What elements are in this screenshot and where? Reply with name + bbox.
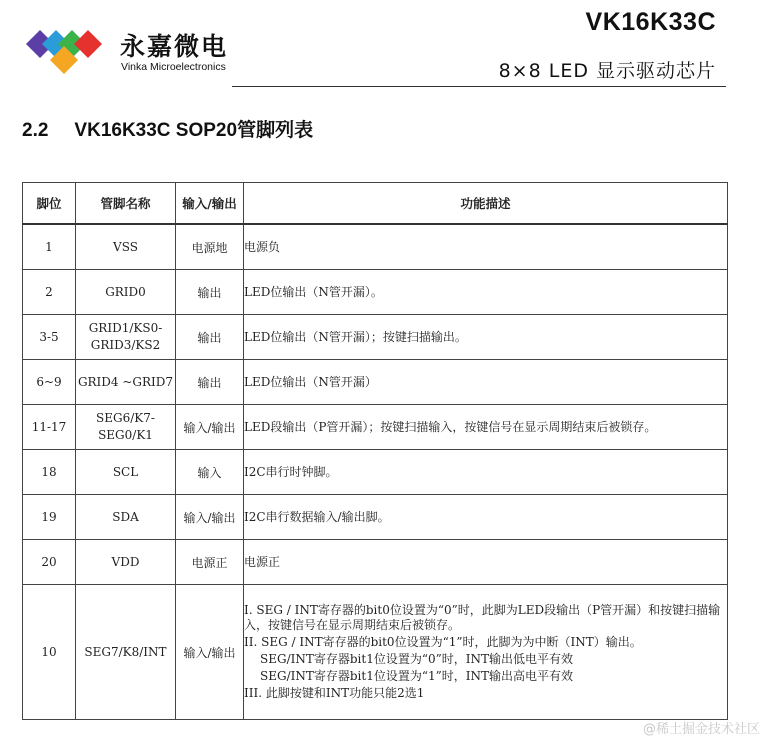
- pin-description: I2C串行数据输入/输出脚。: [244, 495, 728, 540]
- section-title: VK16K33C SOP20管脚列表: [74, 120, 314, 141]
- pin-number: 6~9: [23, 360, 76, 405]
- pin-number: 11-17: [23, 405, 76, 450]
- section-heading: [22, 115, 313, 142]
- brand-name-cn: 永嘉微电: [120, 32, 229, 61]
- pin-name: SEG6/K7-SEG0/K1: [76, 405, 176, 450]
- table-row: [23, 270, 728, 315]
- pin-number: 20: [23, 540, 76, 585]
- description-line: I. SEG / INT寄存器的bit0位设置为“0”时，此脚为LED段输出（P管开漏）和按键扫描输入，按键信号在显示周期结束后被锁存。: [244, 603, 721, 632]
- header-pin: 脚位: [23, 183, 76, 225]
- pin-number: 19: [23, 495, 76, 540]
- description-line: SEG/INT寄存器bit1位设置为“1”时，INT输出高电平有效: [260, 669, 573, 683]
- header-description: 功能描述: [244, 183, 728, 225]
- company-logo-icon: [24, 24, 116, 74]
- pin-description: LED位输出（N管开漏）: [244, 360, 728, 405]
- pin-io: 输入/输出: [176, 405, 244, 450]
- pin-io: 输出: [176, 270, 244, 315]
- pin-number: 2: [23, 270, 76, 315]
- pin-description: [244, 585, 728, 720]
- pin-table: [22, 182, 728, 720]
- pin-description: LED位输出（N管开漏）；按键扫描输出。: [244, 315, 728, 360]
- header-io: 输入/输出: [176, 183, 244, 225]
- pin-io: 输入/输出: [176, 585, 244, 720]
- description-line: III. 此脚按键和INT功能只能2选1: [244, 686, 425, 700]
- pin-io: 电源地: [176, 224, 244, 270]
- description-line: SEG/INT寄存器bit1位设置为“0”时，INT输出低电平有效: [260, 652, 573, 666]
- description-line: II. SEG / INT寄存器的bit0位设置为“1”时，此脚为为中断（INT）输出。: [244, 635, 642, 649]
- pin-number: 10: [23, 585, 76, 720]
- table-row: [23, 360, 728, 405]
- table-row: [23, 585, 728, 720]
- brand-name-en: Vinka Microelectronics: [121, 61, 226, 73]
- table-row: [23, 405, 728, 450]
- pin-io: 电源正: [176, 540, 244, 585]
- pin-name: SEG7/K8/INT: [76, 585, 176, 720]
- pin-number: 3-5: [23, 315, 76, 360]
- table-row: [23, 495, 728, 540]
- pin-name: GRID1/KS0-GRID3/KS2: [76, 315, 176, 360]
- pin-description: LED位输出（N管开漏）。: [244, 270, 728, 315]
- pin-description: LED段输出（P管开漏）；按键扫描输入，按键信号在显示周期结束后被锁存。: [244, 405, 728, 450]
- pin-description: I2C串行时钟脚。: [244, 450, 728, 495]
- pin-io: 输出: [176, 315, 244, 360]
- pin-name: GRID4 ~GRID7: [76, 360, 176, 405]
- document-subtitle: 8×8 LED 显示驱动芯片: [498, 60, 716, 82]
- header-name: 管脚名称: [76, 183, 176, 225]
- table-row: [23, 315, 728, 360]
- document-title: VK16K33C: [585, 8, 716, 36]
- table-header-row: [23, 183, 728, 225]
- pin-description: 电源正: [244, 540, 728, 585]
- pin-number: 18: [23, 450, 76, 495]
- section-number: 2.2: [22, 120, 49, 141]
- header-divider: [232, 86, 726, 87]
- pin-description: 电源负: [244, 224, 728, 270]
- table-row: [23, 224, 728, 270]
- pin-number: 1: [23, 224, 76, 270]
- pin-io: 输出: [176, 360, 244, 405]
- pin-name: VDD: [76, 540, 176, 585]
- pin-io: 输入/输出: [176, 495, 244, 540]
- pin-io: 输入: [176, 450, 244, 495]
- pin-name: GRID0: [76, 270, 176, 315]
- table-row: [23, 540, 728, 585]
- pin-name: VSS: [76, 224, 176, 270]
- table-row: [23, 450, 728, 495]
- watermark: @稀土掘金技术社区: [642, 722, 760, 737]
- pin-name: SDA: [76, 495, 176, 540]
- logo-diamond-red: [74, 30, 102, 58]
- pin-name: SCL: [76, 450, 176, 495]
